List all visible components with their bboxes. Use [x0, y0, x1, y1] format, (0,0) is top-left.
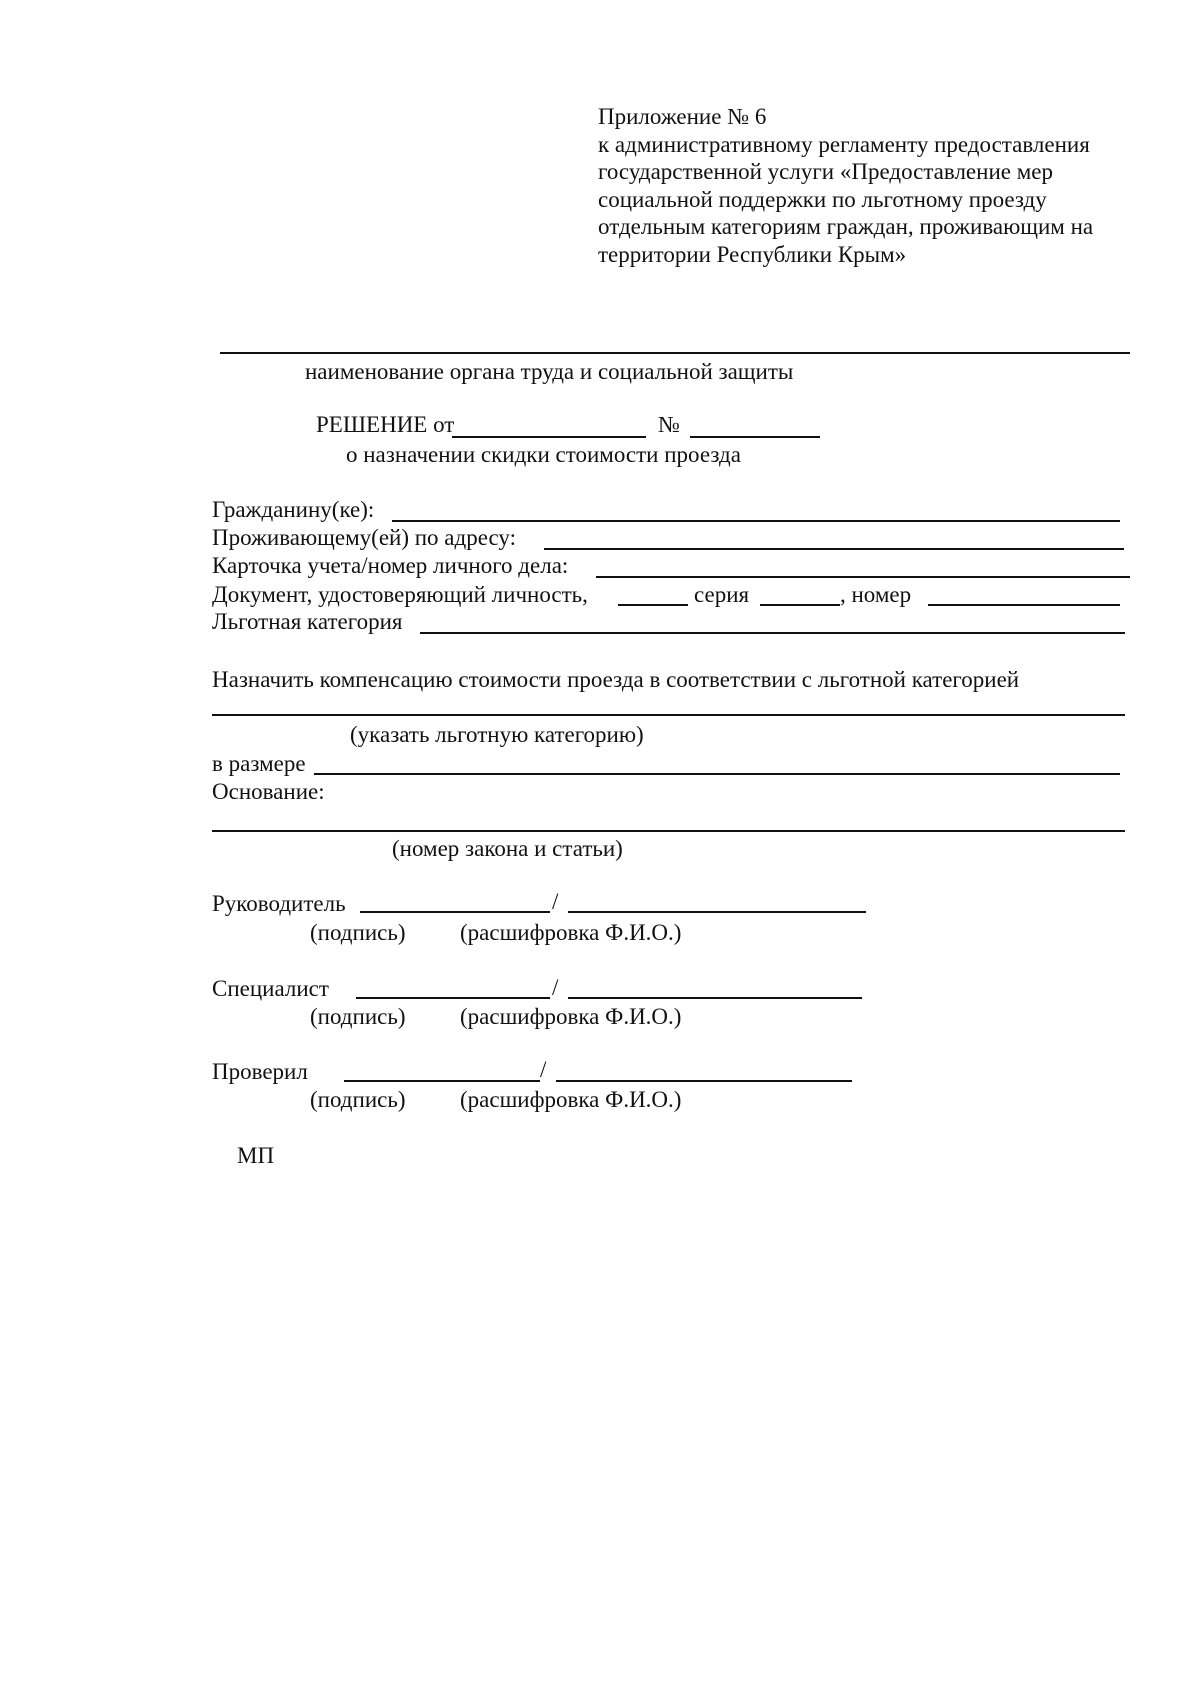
decision-title-prefix: РЕШЕНИЕ от	[316, 412, 455, 437]
address-label: Проживающему(ей) по адресу:	[212, 525, 516, 550]
number-line	[928, 604, 1120, 606]
name-hint: (расшифровка Ф.И.О.)	[460, 1087, 682, 1112]
signature-role: Проверил	[212, 1059, 308, 1084]
address-line	[544, 548, 1124, 550]
category-label: Льготная категория	[212, 609, 403, 634]
citizen-label: Гражданину(ке):	[212, 497, 375, 522]
signature-role: Специалист	[212, 976, 329, 1001]
org-caption: наименование органа труда и социальной защиты	[305, 359, 794, 384]
name-hint: (расшифровка Ф.И.О.)	[460, 920, 682, 945]
appendix-header	[598, 103, 1158, 268]
appendix-line: социальной поддержки по льготному проезду	[598, 186, 1047, 212]
org-name-line	[220, 352, 1130, 354]
appendix-line: к административному регламенту предоставления	[598, 131, 1090, 157]
signature-line	[344, 1080, 540, 1082]
decision-subtitle: о назначении скидки стоимости проезда	[346, 442, 741, 467]
signature-hint: (подпись)	[310, 1087, 406, 1112]
appendix-line: отдельным категориям граждан, проживающим на	[598, 214, 1094, 239]
amount-line	[314, 773, 1120, 775]
number-label: , номер	[840, 582, 912, 607]
appendix-line: государственной услуги «Предоставление мер	[598, 159, 1053, 184]
category-line	[420, 632, 1125, 634]
appendix-line: территории Республики Крым»	[598, 241, 907, 267]
assign-text: Назначить компенсацию стоимости проезда в соответствии с льготной категорией	[212, 667, 1020, 692]
document-label: Документ, удостоверяющий личность,	[212, 582, 588, 607]
citizen-line	[392, 520, 1120, 522]
law-hint: (номер закона и статьи)	[392, 836, 623, 861]
signature-line	[356, 997, 550, 999]
name-line	[568, 911, 866, 913]
series-label: серия	[694, 582, 750, 607]
signature-hint: (подпись)	[310, 920, 406, 945]
basis-line	[212, 830, 1125, 832]
decision-number-sign: №	[658, 412, 680, 437]
name-hint: (расшифровка Ф.И.О.)	[460, 1004, 682, 1029]
name-line	[556, 1080, 852, 1082]
assign-category-line	[212, 714, 1125, 716]
signature-slash: /	[552, 889, 559, 914]
decision-date-line	[452, 436, 646, 438]
basis-label: Основание:	[212, 779, 325, 804]
signature-line	[360, 911, 550, 913]
signature-slash: /	[540, 1057, 547, 1082]
document-type-line	[618, 604, 688, 606]
signature-slash: /	[552, 975, 559, 1000]
signature-role: Руководитель	[212, 891, 346, 916]
stamp-label: МП	[237, 1143, 275, 1168]
card-line	[596, 576, 1130, 578]
card-label: Карточка учета/номер личного дела:	[212, 553, 569, 578]
appendix-title: Приложение № 6	[598, 104, 767, 129]
decision-number-line	[690, 436, 820, 438]
amount-label: в размере	[212, 751, 306, 776]
series-line	[760, 604, 840, 606]
signature-hint: (подпись)	[310, 1004, 406, 1029]
name-line	[568, 997, 862, 999]
category-hint: (указать льготную категорию)	[350, 722, 644, 747]
